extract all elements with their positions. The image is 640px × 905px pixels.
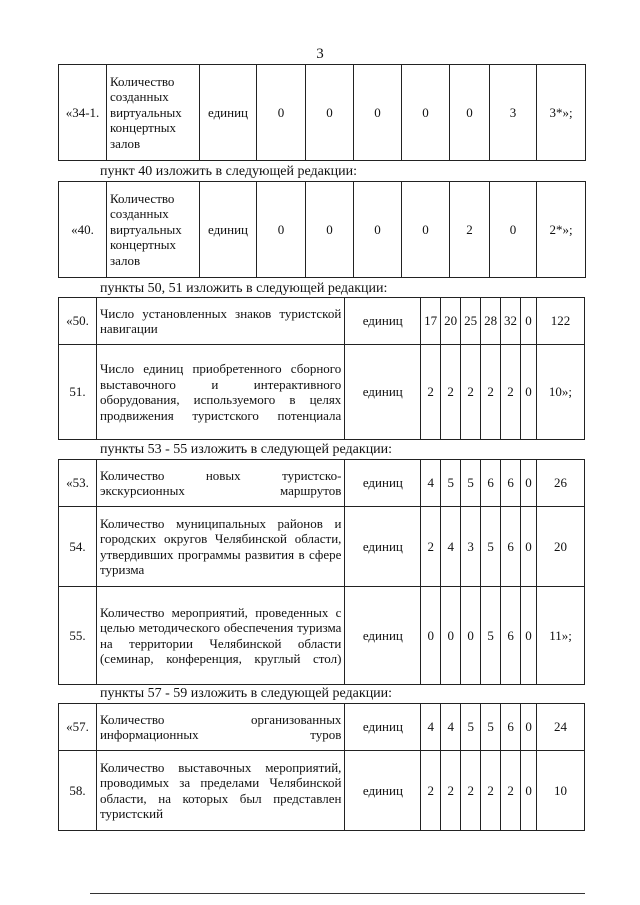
value-cell: 0 xyxy=(521,587,537,685)
value-cell: 0 xyxy=(521,298,537,345)
value-cell: 0 xyxy=(521,345,537,440)
row-unit: единиц xyxy=(345,298,421,345)
table-item-40 xyxy=(58,181,586,278)
value-cell: 2 xyxy=(441,751,461,831)
value-cell: 0 xyxy=(521,704,537,751)
row-description: Количество новых туристско-экскурсионных маршрутов xyxy=(96,460,344,507)
row-number: 55. xyxy=(59,587,97,685)
value-cell: 0 xyxy=(257,182,306,278)
page-number: 3 xyxy=(316,46,324,62)
value-cell: 10 xyxy=(537,751,585,831)
row-number: «53. xyxy=(59,460,97,507)
value-cell: 24 xyxy=(537,704,585,751)
value-cell: 20 xyxy=(537,507,585,587)
row-description: Количество мероприятий, проведенных с целью методического обеспечения туризма на территории Челябинской области (семинар, конференция, круглый стол) xyxy=(96,587,344,685)
value-cell: 3*»; xyxy=(537,65,586,161)
value-cell: 5 xyxy=(481,704,501,751)
value-cell: 0 xyxy=(402,182,450,278)
value-cell: 4 xyxy=(421,460,441,507)
row-description: Количество выставочных мероприятий, проводимых за пределами Челябинской области, на которых был представлен туристский xyxy=(96,751,344,831)
value-cell: 5 xyxy=(461,460,481,507)
instruction-text-4: пункты 57 - 59 изложить в следующей редакции: xyxy=(100,686,393,701)
row-number: 54. xyxy=(59,507,97,587)
value-cell: 17 xyxy=(421,298,441,345)
table-row xyxy=(59,65,586,161)
value-cell: 0 xyxy=(421,587,441,685)
value-cell: 2 xyxy=(501,345,521,440)
table-row xyxy=(59,587,585,685)
value-cell: 26 xyxy=(537,460,585,507)
value-cell: 28 xyxy=(481,298,501,345)
table-row xyxy=(59,460,585,507)
value-cell: 2*»; xyxy=(537,182,586,278)
value-cell: 0 xyxy=(306,65,354,161)
row-description: Количество организованных информационных туров xyxy=(96,704,344,751)
table-row xyxy=(59,298,585,345)
value-cell: 5 xyxy=(481,507,501,587)
value-cell: 0 xyxy=(490,182,537,278)
value-cell: 3 xyxy=(490,65,537,161)
value-cell: 32 xyxy=(501,298,521,345)
value-cell: 2 xyxy=(421,345,441,440)
value-cell: 122 xyxy=(536,298,584,345)
value-cell: 0 xyxy=(450,65,490,161)
instruction-text-3: пункты 53 - 55 изложить в следующей редакции: xyxy=(100,442,393,457)
value-cell: 0 xyxy=(521,460,537,507)
row-description: Количество муниципальных районов и городских округов Челябинской области, утвердивших программы развития в сфере туризма xyxy=(96,507,344,587)
table-row xyxy=(59,751,585,831)
row-description: Число установленных знаков туристской навигации xyxy=(96,298,344,345)
value-cell: 6 xyxy=(501,587,521,685)
value-cell: 5 xyxy=(481,587,501,685)
row-number: «57. xyxy=(59,704,97,751)
row-description: Количество созданных виртуальных концертных залов xyxy=(107,182,200,278)
value-cell: 0 xyxy=(461,587,481,685)
table-row xyxy=(59,704,585,751)
value-cell: 0 xyxy=(441,587,461,685)
value-cell: 6 xyxy=(481,460,501,507)
value-cell: 0 xyxy=(257,65,306,161)
value-cell: 0 xyxy=(521,751,537,831)
row-number: «40. xyxy=(59,182,107,278)
row-unit: единиц xyxy=(345,345,421,440)
value-cell: 0 xyxy=(354,182,402,278)
row-unit: единиц xyxy=(200,182,257,278)
table-row xyxy=(59,182,586,278)
row-number: 58. xyxy=(59,751,97,831)
table-items-53-55 xyxy=(58,459,585,685)
value-cell: 5 xyxy=(441,460,461,507)
value-cell: 2 xyxy=(481,751,501,831)
value-cell: 5 xyxy=(461,704,481,751)
value-cell: 0 xyxy=(306,182,354,278)
table-item-34-1 xyxy=(58,64,586,161)
value-cell: 6 xyxy=(501,507,521,587)
table-items-57-58 xyxy=(58,703,585,831)
value-cell: 4 xyxy=(421,704,441,751)
value-cell: 10»; xyxy=(536,345,584,440)
value-cell: 2 xyxy=(421,507,441,587)
row-unit: единиц xyxy=(345,587,421,685)
table-row xyxy=(59,507,585,587)
instruction-text-2: пункты 50, 51 изложить в следующей редакции: xyxy=(100,281,388,296)
value-cell: 2 xyxy=(450,182,490,278)
value-cell: 25 xyxy=(461,298,481,345)
value-cell: 2 xyxy=(461,751,481,831)
value-cell: 20 xyxy=(441,298,461,345)
row-number: «34-1. xyxy=(59,65,107,161)
row-description: Число единиц приобретенного сборного выставочного и интерактивного оборудования, используемого в целях продвижения туристского потенциала xyxy=(96,345,344,440)
value-cell: 2 xyxy=(461,345,481,440)
value-cell: 6 xyxy=(501,704,521,751)
value-cell: 2 xyxy=(501,751,521,831)
row-unit: единиц xyxy=(200,65,257,161)
bottom-rule xyxy=(90,893,585,894)
value-cell: 11»; xyxy=(537,587,585,685)
value-cell: 0 xyxy=(521,507,537,587)
value-cell: 0 xyxy=(354,65,402,161)
value-cell: 3 xyxy=(461,507,481,587)
instruction-text-1: пункт 40 изложить в следующей редакции: xyxy=(100,164,357,179)
row-unit: единиц xyxy=(345,507,421,587)
value-cell: 0 xyxy=(402,65,450,161)
value-cell: 4 xyxy=(441,704,461,751)
row-unit: единиц xyxy=(345,751,421,831)
table-row xyxy=(59,345,585,440)
value-cell: 6 xyxy=(501,460,521,507)
value-cell: 4 xyxy=(441,507,461,587)
row-number: 51. xyxy=(59,345,97,440)
row-unit: единиц xyxy=(345,704,421,751)
row-description: Количество созданных виртуальных концертных залов xyxy=(107,65,200,161)
value-cell: 2 xyxy=(421,751,441,831)
value-cell: 2 xyxy=(481,345,501,440)
row-number: «50. xyxy=(59,298,97,345)
value-cell: 2 xyxy=(441,345,461,440)
table-items-50-51 xyxy=(58,297,585,440)
row-unit: единиц xyxy=(345,460,421,507)
